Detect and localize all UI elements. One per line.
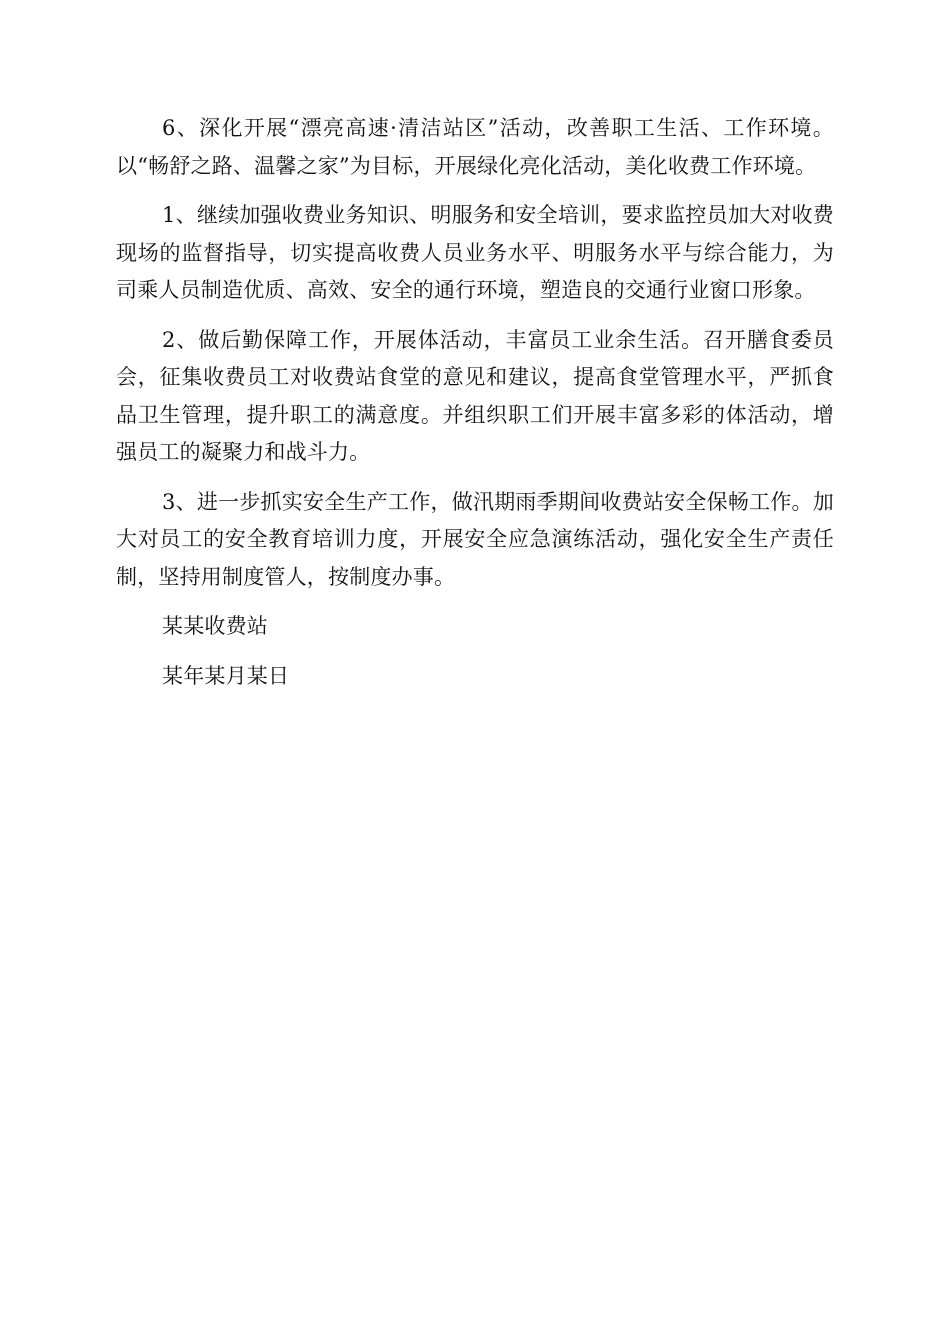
signature-date: 某年某月某日 [162,663,290,688]
document-body [116,110,834,707]
signature-organization: 某某收费站 [162,614,268,638]
paragraph-item-1: 1、继续加强收费业务知识、明服务和安全培训，要求监控员加大对收费现场的监督指导，切实提高收费人员业务水平、明服务水平与综合能力，为司乘人员制造优质、高效、安全的通行环境，塑造良的交通行业窗口形象。 [116,203,834,302]
paragraph-item-2: 2、做后勤保障工作，开展体活动，丰富员工业余生活。召开膳食委员会，征集收费员工对收费站食堂的意见和建议，提高食堂管理水平，严抓食品卫生管理，提升职工的满意度。并组织职工们开展丰富多彩的体活动，增强员工的凝聚力和战斗力。 [116,327,834,464]
paragraph-item-6: 6、深化开展“漂亮高速·清洁站区”活动，改善职工生活、工作环境。以“畅舒之路、温馨之家”为目标，开展绿化亮化活动，美化收费工作环境。 [116,116,834,178]
paragraph-item-3: 3、进一步抓实安全生产工作，做汛期雨季期间收费站安全保畅工作。加大对员工的安全教育培训力度，开展安全应急演练活动，强化安全生产责任制，坚持用制度管人，按制度办事。 [116,489,834,589]
